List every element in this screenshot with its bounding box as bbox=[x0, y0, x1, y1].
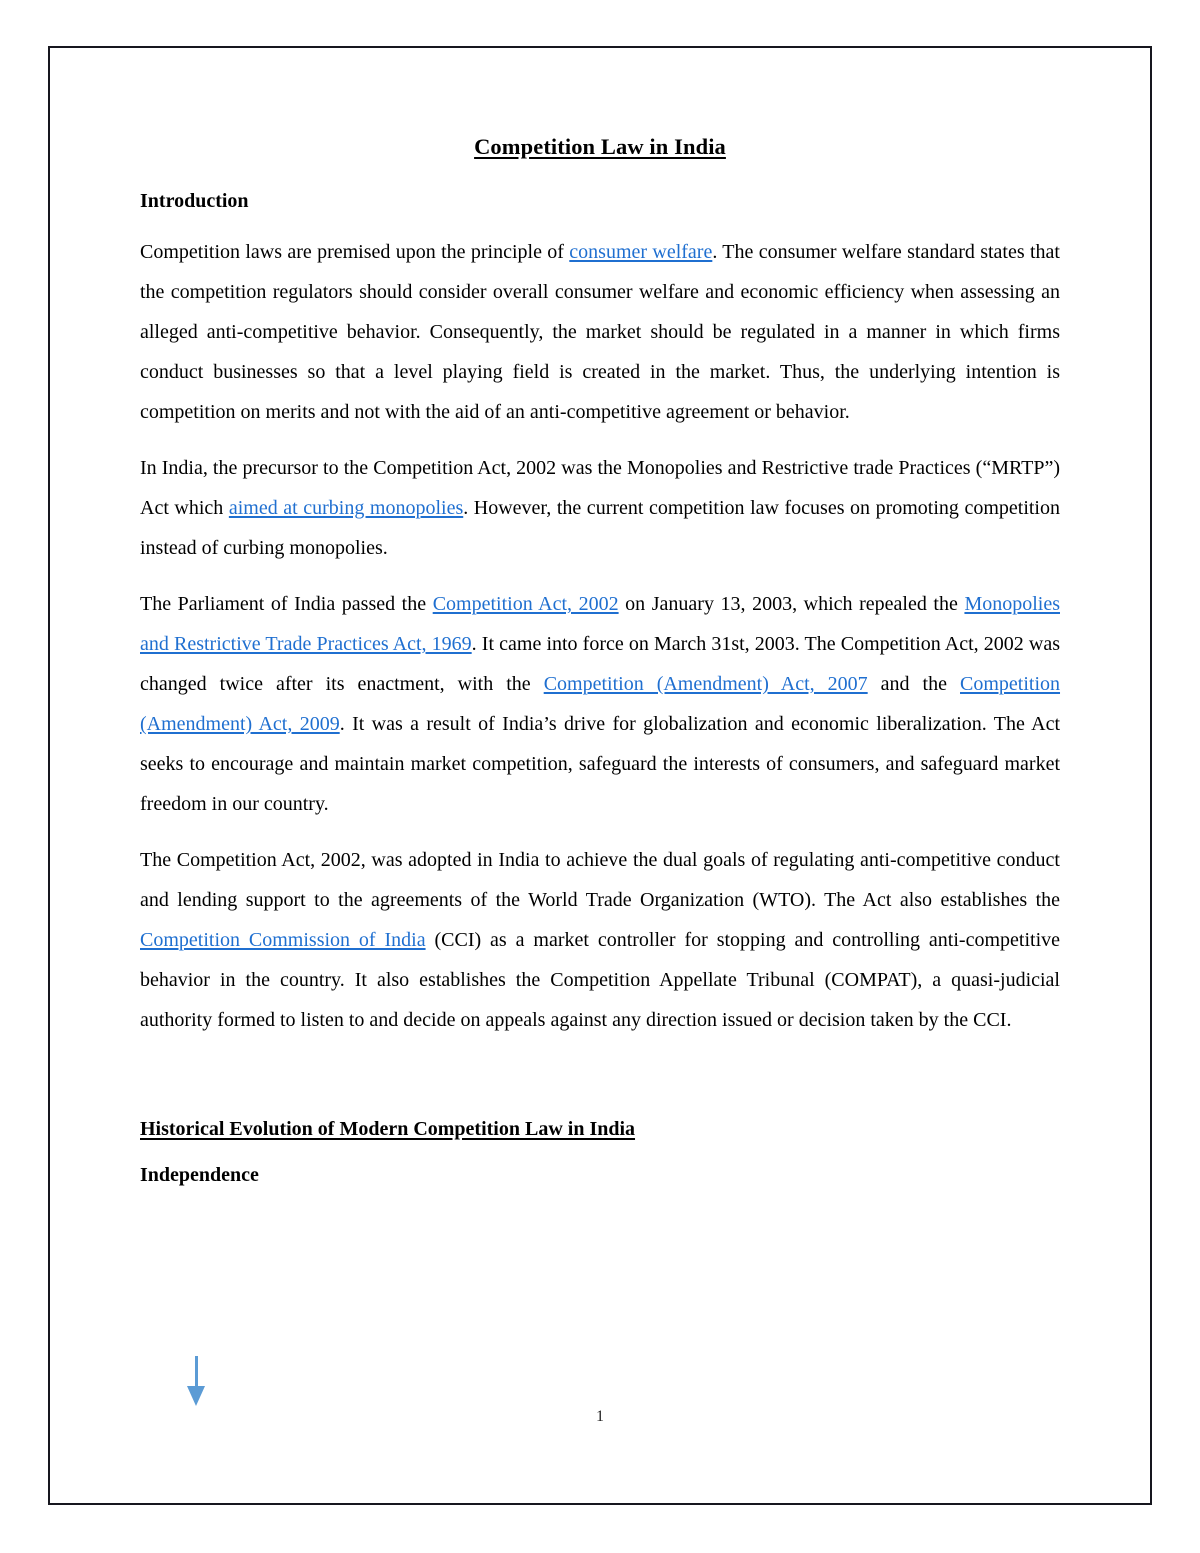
spacer bbox=[140, 216, 1060, 232]
paragraph-mrtp-precursor bbox=[140, 448, 1060, 568]
paragraph-text: . It was a result of India’s drive for globalization and economic liberalization. The Act seeks to encourage and maintain market competition, safeguard the interests of consumers, and safeguard market freedom in our country. bbox=[140, 713, 1061, 815]
page-title: Competition Law in India bbox=[474, 134, 726, 159]
paragraph-dual-goals-cci-compat bbox=[140, 840, 1060, 1040]
heading-introduction: Introduction bbox=[140, 190, 249, 212]
paragraph-parliament-passed-act bbox=[140, 584, 1060, 824]
paragraph-text: In India, the precursor to the Competition Act, 2002 was the Monopolies and Restrictive trade Practices (“MRTP”) Act which bbox=[140, 457, 1060, 519]
paragraph-text: The Parliament of India passed the bbox=[140, 593, 433, 615]
spacer bbox=[140, 162, 1060, 186]
spacer bbox=[140, 1040, 1060, 1114]
paragraph-text: . However, the current competition law focuses on promoting competition instead of curbing monopolies. bbox=[140, 497, 1060, 559]
paragraph-text: and the bbox=[867, 673, 961, 695]
spacer bbox=[140, 1144, 1060, 1160]
paragraph-text: (CCI) as a market controller for stopping and controlling anti-competitive behavior in the country. It also establishes the Competition Appellate Tribunal (COMPAT), a quasi-judicial authority formed to listen to and decide on appeals against any direction issued or decision taken by the CCI. bbox=[140, 929, 1060, 1031]
page-number: 1 bbox=[596, 1408, 604, 1425]
spacer bbox=[140, 432, 1060, 448]
link-competition-amendment-act-2007[interactable]: Competition (Amendment) Act, 2007 bbox=[543, 673, 868, 695]
arrow-head bbox=[187, 1386, 205, 1406]
document-content bbox=[140, 132, 1060, 1190]
paragraph-consumer-welfare bbox=[140, 232, 1060, 432]
paragraph-text: on January 13, 2003, which repealed the bbox=[618, 593, 965, 615]
spacer bbox=[140, 568, 1060, 584]
heading-historical-evolution: Historical Evolution of Modern Competition Law in India bbox=[140, 1118, 636, 1140]
link-mrtp-act-1969[interactable]: Monopolies and Restrictive Trade Practices Act, 1969 bbox=[140, 593, 1060, 655]
link-aimed-at-curbing-monopolies[interactable]: aimed at curbing monopolies bbox=[228, 497, 464, 519]
link-competition-act-2002[interactable]: Competition Act, 2002 bbox=[432, 593, 619, 615]
link-competition-commission-of-india[interactable]: Competition Commission of India bbox=[140, 929, 426, 951]
spacer bbox=[140, 824, 1060, 840]
paragraph-text: Competition laws are premised upon the principle of bbox=[140, 241, 570, 263]
paragraph-text: The Competition Act, 2002, was adopted in India to achieve the dual goals of regulating anti-competitive conduct and lending support to the agreements of the World Trade Organization (WTO). The Act also establishes the bbox=[140, 849, 1060, 911]
paragraph-text: . It came into force on March 31st, 2003. The Competition Act, 2002 was changed twice after its enactment, with the bbox=[140, 633, 1061, 695]
arrow-shaft bbox=[195, 1356, 198, 1390]
heading-independence: Independence bbox=[140, 1164, 259, 1186]
link-competition-amendment-act-2009[interactable]: Competition (Amendment) Act, 2009 bbox=[140, 673, 1061, 735]
link-consumer-welfare[interactable]: consumer welfare bbox=[569, 241, 713, 263]
paragraph-text: . The consumer welfare standard states that the competition regulators should consider overall consumer welfare and economic efficiency when assessing an alleged anti-competitive behavior. Consequently, the market should be regulated in a manner in which firms conduct businesses so that a level playing field is created in the market. Thus, the underlying intention is competition on merits and not with the aid of an anti-competitive agreement or behavior. bbox=[140, 241, 1060, 423]
down-arrow-icon bbox=[185, 1356, 211, 1416]
